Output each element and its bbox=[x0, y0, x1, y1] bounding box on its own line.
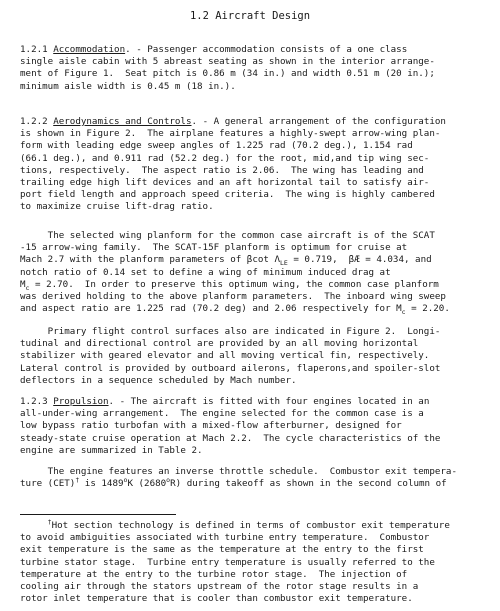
text-line: -15 arrow-wing family. The SCAT-15F planform is optimum for cruise at bbox=[20, 242, 408, 254]
section-propulsion bbox=[20, 396, 482, 457]
text-line: Hot section technology is defined in terms of combustor exit temperature bbox=[51, 520, 450, 531]
text-line: tions, respectively. The aspect ratio is 2.06. The wing has leading and bbox=[20, 164, 424, 176]
text-line: temperature at the entry to the turbine rotor stage. The injection of bbox=[20, 568, 408, 580]
degree-mark: o bbox=[123, 476, 128, 485]
text-line: engine are summarized in Table 2. bbox=[20, 444, 203, 456]
subscript: c bbox=[25, 283, 30, 292]
footnote-rule bbox=[20, 514, 176, 515]
text-line: = 0.719, βÆ = 4.034, and bbox=[287, 254, 432, 266]
text-line: Lateral control is provided by outboard ailerons, flaperons,and spoiler-slot bbox=[20, 362, 441, 374]
paragraph-engine-schedule bbox=[20, 466, 482, 490]
section-heading-accommodation: Accommodation bbox=[53, 44, 126, 55]
text-line: stabilizer with geared elevator and all moving vertical fin, respectively. bbox=[20, 350, 430, 362]
degree-mark: o bbox=[166, 476, 171, 485]
text-line: (66.1 deg.), and 0.911 rad (52.2 deg.) for the root, mid,and tip wing sec- bbox=[20, 152, 430, 164]
section-title: 1.2 Aircraft Design bbox=[189, 10, 311, 22]
subscript: LE bbox=[279, 259, 288, 268]
text-line: M bbox=[20, 278, 26, 290]
text-line: is 1489 bbox=[79, 478, 124, 490]
text-line: exit temperature is the same as the temperature at the entry to the first bbox=[20, 544, 424, 556]
text-line: form with leading edge sweep angles of 1.225 rad (70.2 deg.), 1.154 rad bbox=[20, 140, 413, 152]
text-line: . - Passenger accommodation consists of a one class bbox=[125, 44, 408, 55]
text-line: single aisle cabin with 5 abreast seating as shown in the interior arrange- bbox=[20, 56, 435, 68]
section-accommodation bbox=[20, 44, 482, 93]
text-line: . - The aircraft is fitted with four engines located in an bbox=[108, 396, 430, 407]
text-line: R) during takeoff as shown in the second column of bbox=[170, 478, 447, 490]
text-line: was derived holding to the above planform parameters. The inboard wing sweep bbox=[20, 291, 446, 303]
text-line: turbine stator stage. Turbine entry temperature is usually referred to the bbox=[20, 556, 435, 568]
text-line: notch ratio of 0.14 set to define a wing of minimum induced drag at bbox=[20, 266, 391, 278]
text-line: K (2680 bbox=[127, 478, 167, 490]
section-heading-aerodynamics: Aerodynamics and Controls bbox=[53, 116, 192, 127]
section-aerodynamics bbox=[20, 116, 482, 214]
text-line: low bypass ratio turbofan with a mixed-flow afterburner, designed for bbox=[20, 420, 402, 432]
text-line: minimum aisle width is 0.45 m (18 in.). bbox=[20, 80, 236, 92]
text-line: = 2.70. In order to preserve this optimum wing, the common case planform bbox=[29, 278, 439, 290]
footnote bbox=[20, 517, 482, 605]
text-line: trailing edge high lift devices and an aft horizontal tail to satisfy air- bbox=[20, 177, 430, 189]
text-line: Mach 2.7 with the planform parameters of βcot Λ bbox=[20, 254, 280, 266]
text-line: to avoid ambiguities associated with turbine entry temperature. Combustor bbox=[20, 532, 430, 544]
paragraph-wing-planform bbox=[20, 230, 482, 315]
text-line: = 2.20. bbox=[405, 303, 450, 315]
text-line: The selected wing planform for the common case aircraft is of the SCAT bbox=[20, 230, 435, 241]
text-line: and aspect ratio are 1.225 rad (70.2 deg) and 2.06 respectively for M bbox=[20, 303, 402, 315]
section-number: 1.2.1 bbox=[20, 44, 54, 55]
text-line: ture (CET) bbox=[20, 478, 76, 490]
text-line: cooling air through the stators upstream of the rotor stage results in a bbox=[20, 581, 419, 593]
text-line: to maximize cruise lift-drag ratio. bbox=[20, 201, 214, 213]
text-line: deflectors in a sequence scheduled by Mach number. bbox=[20, 374, 297, 386]
subscript: c bbox=[401, 308, 406, 317]
section-heading-propulsion: Propulsion bbox=[53, 396, 109, 407]
text-line: port field length and approach speed criteria. The wing is highly cambered bbox=[20, 189, 435, 201]
text-line: The engine features an inverse throttle schedule. Combustor exit tempera- bbox=[20, 466, 457, 477]
text-line: all-under-wing arrangement. The engine selected for the common case is a bbox=[20, 408, 424, 420]
footnote-dagger-mark: † bbox=[47, 517, 52, 526]
section-number: 1.2.3 bbox=[20, 396, 54, 407]
text-line: steady-state cruise operation at Mach 2.2. The cycle characteristics of the bbox=[20, 432, 441, 444]
paragraph-flight-controls bbox=[20, 326, 482, 387]
section-number: 1.2.2 bbox=[20, 116, 54, 127]
text-line: is shown in Figure 2. The airplane features a highly-swept arrow-wing plan- bbox=[20, 128, 441, 140]
text-line: . - A general arrangement of the configuration bbox=[191, 116, 446, 127]
text-line: tudinal and directional control are provided by an all moving horizontal bbox=[20, 338, 419, 350]
text-line: ment of Figure 1. Seat pitch is 0.86 m (34 in.) and width 0.51 m (20 in.); bbox=[20, 68, 435, 80]
dagger-mark: † bbox=[75, 476, 80, 485]
text-line: rotor inlet temperature that is cooler than combustor exit temperature. bbox=[20, 593, 413, 605]
text-line: Primary flight control surfaces also are indicated in Figure 2. Longi- bbox=[20, 326, 441, 337]
